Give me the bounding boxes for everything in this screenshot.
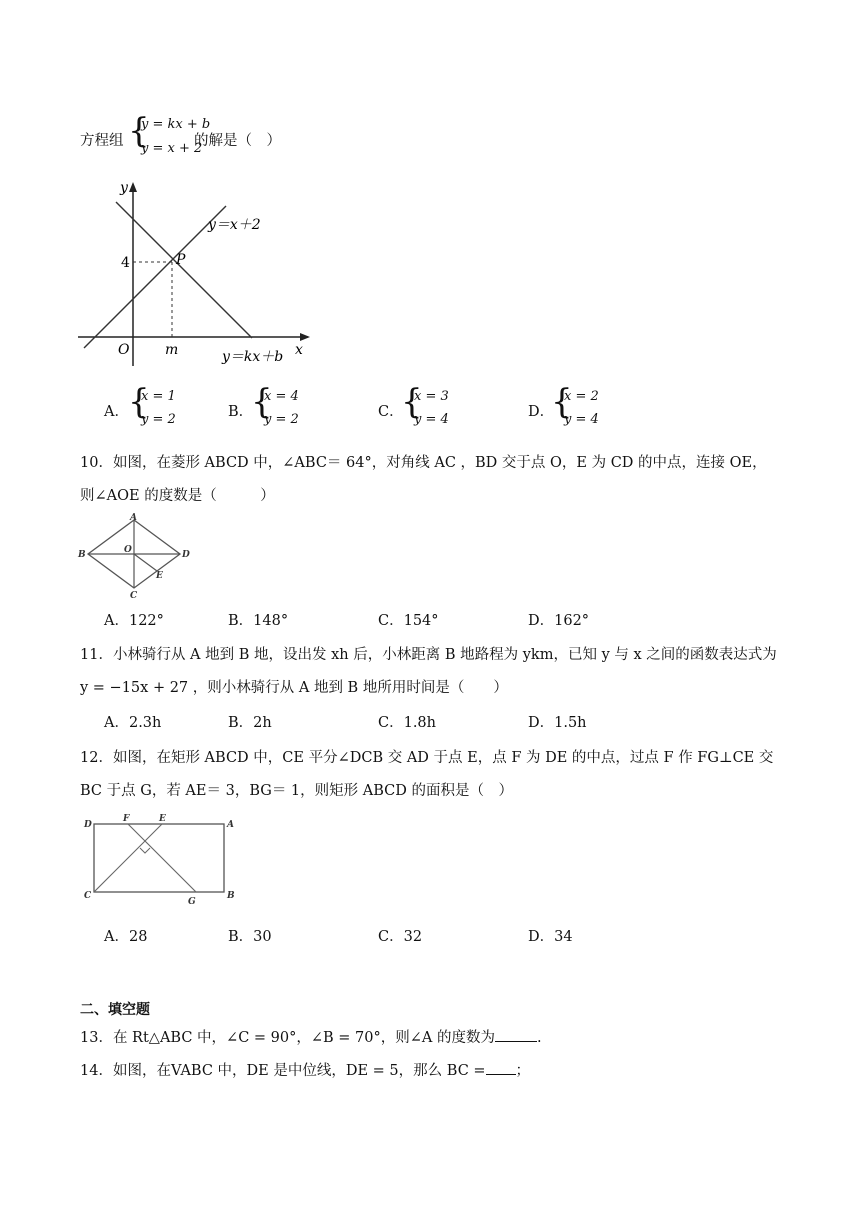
- label-b: B: [78, 550, 86, 560]
- q9-option-d-y: y = 4: [564, 412, 599, 427]
- q12-text-line1: 12．如图，在矩形 ABCD 中，CE 平分∠DCB 交 AD 于点 E，点 F 为 DE 的中点，过点 F 作 FG⊥CE 交: [80, 750, 774, 766]
- brace-icon: {: [551, 382, 573, 422]
- q12-text-line2: BC 于点 G，若 AE＝ 3，BG＝ 1，则矩形 ABCD 的面积是（ ）: [80, 783, 513, 799]
- q11-option-b[interactable]: B．2h: [228, 715, 272, 731]
- origin-label: O: [118, 342, 130, 358]
- q13-text: 13．在 Rt△ABC 中，∠C = 90°，∠B = 70°，则∠A 的度数为: [80, 1030, 495, 1046]
- label-o: O: [124, 545, 132, 555]
- segment-oe: [134, 554, 157, 571]
- q9-suffix: 的解是（ ）: [194, 133, 281, 149]
- q12-option-d[interactable]: D．34: [528, 929, 573, 945]
- label-b: B: [227, 891, 235, 901]
- q9-option-a-y: y = 2: [141, 412, 176, 427]
- q11-text-line1: 11．小林骑行从 A 地到 B 地，设出发 xh 后，小林距离 B 地路程为 ykm，已知 y 与 x 之间的函数表达式为: [80, 647, 777, 663]
- label-d: D: [84, 820, 92, 830]
- q9-option-a-x: x = 1: [141, 389, 176, 404]
- y-axis-arrow: [129, 182, 137, 192]
- q9-option-c-x: x = 3: [414, 389, 449, 404]
- q9-option-b-letter: B．: [228, 404, 254, 420]
- q13-answer-blank[interactable]: [495, 1029, 537, 1042]
- line2-label: y＝kx＋b: [222, 349, 284, 365]
- m-label: m: [165, 342, 179, 358]
- q11-text-line2: y = −15x + 27 ，则小林骑行从 A 地到 B 地所用时间是（ ）: [80, 680, 508, 696]
- p-label: P: [176, 252, 186, 268]
- y-axis-label: y: [120, 180, 128, 196]
- q9-brace: {: [128, 111, 150, 151]
- label-a: A: [130, 513, 137, 523]
- q10-text-line1: 10．如图，在菱形 ABCD 中，∠ABC＝ 64°，对角线 AC ，BD 交于点 O，E 为 CD 的中点，连接 OE，: [80, 455, 767, 471]
- q11-option-a[interactable]: A．2.3h: [104, 715, 162, 731]
- q9-option-d-letter: D．: [528, 404, 555, 420]
- q9-graph: [70, 176, 320, 376]
- line1-label: y＝x＋2: [208, 217, 261, 233]
- q12-option-b[interactable]: B．30: [228, 929, 272, 945]
- right-angle-mark: [140, 848, 150, 853]
- x-axis-label: x: [295, 342, 303, 358]
- brace-icon: {: [128, 382, 150, 422]
- q13: [80, 1026, 542, 1047]
- segment-fg: [128, 824, 196, 892]
- label-g: G: [188, 897, 196, 907]
- label-e: E: [159, 814, 166, 824]
- rectangle: [94, 824, 224, 892]
- label-d: D: [182, 550, 190, 560]
- q10-option-b[interactable]: B．148°: [228, 613, 289, 629]
- q14-text: 14．如图，在VABC 中，DE 是中位线，DE = 5，那么 BC =: [80, 1063, 486, 1079]
- q9-option-b-y: y = 2: [264, 412, 299, 427]
- q9-prefix: 方程组: [80, 133, 124, 149]
- q9-option-d-x: x = 2: [564, 389, 599, 404]
- q9-option-c-letter: C．: [378, 404, 404, 420]
- q9-option-b-x: x = 4: [264, 389, 299, 404]
- q13-end: .: [536, 1030, 542, 1046]
- q14-end: ；: [515, 1063, 531, 1079]
- q10-option-c[interactable]: C．154°: [378, 613, 439, 629]
- brace-icon: {: [401, 382, 423, 422]
- q11-option-c[interactable]: C．1.8h: [378, 715, 436, 731]
- four-label: 4: [121, 255, 130, 271]
- label-c: C: [84, 891, 92, 901]
- segment-ce: [94, 824, 162, 892]
- q9-eq2: y = x + 2: [141, 141, 203, 156]
- q10-rhombus-figure: [76, 512, 196, 598]
- label-c: C: [130, 591, 138, 598]
- label-e: E: [156, 571, 163, 581]
- q9-eq1: y = kx + b: [141, 117, 211, 132]
- q11-option-d[interactable]: D．1.5h: [528, 715, 587, 731]
- label-a: A: [227, 820, 234, 830]
- section-heading: 二、填空题: [80, 1002, 150, 1018]
- q10-option-d[interactable]: D．162°: [528, 613, 590, 629]
- line-y-eq-x-plus-2: [84, 206, 226, 348]
- label-f: F: [123, 814, 130, 824]
- brace-icon: {: [251, 382, 273, 422]
- q12-option-c[interactable]: C．32: [378, 929, 423, 945]
- q14: [80, 1059, 530, 1080]
- x-axis-arrow: [300, 333, 310, 341]
- q12-option-a[interactable]: A．28: [104, 929, 148, 945]
- q14-answer-blank[interactable]: [486, 1062, 516, 1075]
- q9-option-a-letter: A．: [104, 404, 129, 420]
- q9-option-c-y: y = 4: [414, 412, 449, 427]
- q12-rectangle-figure: [82, 812, 240, 908]
- q10-option-a[interactable]: A．122°: [104, 613, 164, 629]
- q10-text-line2: 则∠AOE 的度数是（ ）: [80, 488, 275, 504]
